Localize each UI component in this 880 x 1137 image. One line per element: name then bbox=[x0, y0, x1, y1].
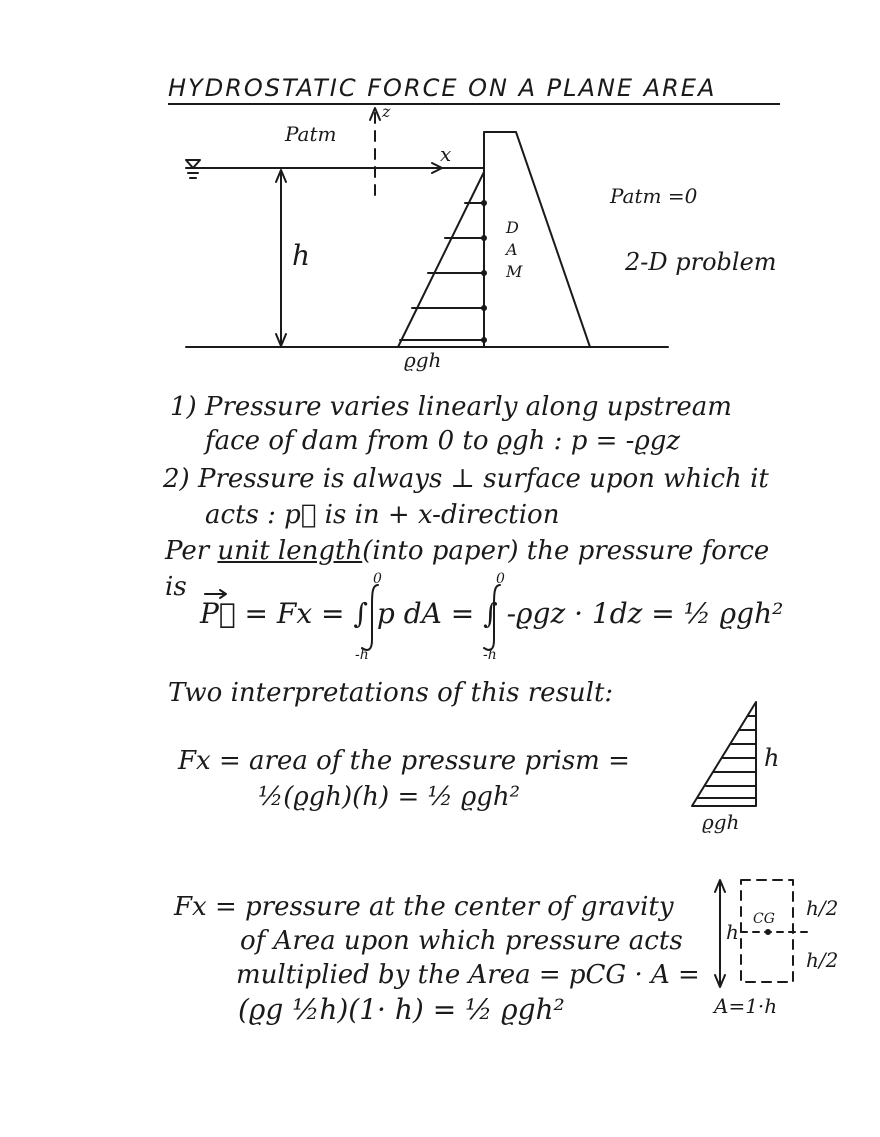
dam-letter-d: D bbox=[506, 218, 519, 237]
patm-left-label: Patm bbox=[285, 122, 337, 146]
note-2-line-2: acts : p⃗ is in + x-direction bbox=[205, 500, 560, 530]
prism-side-label: h bbox=[764, 744, 780, 772]
depth-label: h bbox=[292, 239, 311, 272]
per-suffix: (into paper) the pressure force bbox=[362, 536, 770, 566]
prism-triangle bbox=[692, 702, 756, 806]
interp-2-line-4: (ϱg ½h)(1· h) = ½ ϱgh² bbox=[238, 993, 565, 1026]
dam-letter-a: A bbox=[506, 240, 518, 259]
interp-2-line-3: multiplied by the Area = pCG · A = bbox=[236, 960, 700, 990]
prism-base-label: ϱgh bbox=[702, 810, 740, 834]
interp-2-line-2: of Area upon which pressure acts bbox=[240, 926, 683, 956]
box-area-label: A=1·h bbox=[714, 994, 778, 1018]
page-title: HYDROSTATIC FORCE ON A PLANE AREA bbox=[168, 74, 717, 102]
free-surface-symbol bbox=[186, 160, 200, 168]
main-equation: P⃗ = Fx = ∫ p dA = ∫ -ϱgz · 1dz = ½ ϱgh² bbox=[200, 597, 784, 630]
integral-2-upper: 0 bbox=[496, 571, 505, 587]
arrow-tip-3 bbox=[481, 270, 487, 276]
x-axis-label: x bbox=[440, 142, 452, 166]
z-axis-label: z bbox=[382, 102, 391, 121]
problem-type-label: 2-D problem bbox=[625, 248, 777, 276]
patm-right-label: Patm =0 bbox=[610, 184, 698, 208]
interpretations-heading: Two interpretations of this result: bbox=[168, 678, 614, 708]
box-half-bottom-label: h/2 bbox=[806, 948, 839, 972]
bottom-pressure-label: ϱgh bbox=[404, 348, 442, 372]
note-1-line-2: face of dam from 0 to ϱgh : p = -ϱgz bbox=[205, 426, 681, 456]
arrow-tip-4 bbox=[481, 305, 487, 311]
box-height-label: h bbox=[726, 920, 739, 944]
arrow-tip-2 bbox=[481, 235, 487, 241]
unit-length-underlined: unit length bbox=[217, 536, 363, 566]
box-half-top-label: h/2 bbox=[806, 896, 839, 920]
dam-letter-m: M bbox=[506, 262, 523, 281]
note-1-line-1: 1) Pressure varies linearly along upstream bbox=[170, 392, 732, 422]
box-cg-label: CG bbox=[753, 911, 775, 927]
pressure-hypotenuse bbox=[398, 172, 484, 347]
per-prefix: Per bbox=[165, 536, 218, 566]
integral-2-lower: -h bbox=[483, 647, 497, 663]
interp-2-line-1: Fx = pressure at the center of gravity bbox=[174, 892, 674, 922]
interp-1-line-1: Fx = area of the pressure prism = bbox=[178, 746, 630, 776]
cg-point bbox=[765, 929, 771, 935]
integral-1-lower: -h bbox=[355, 647, 369, 663]
interp-1-line-2: ½(ϱgh)(h) = ½ ϱgh² bbox=[258, 782, 521, 812]
arrow-tip-1 bbox=[481, 200, 487, 206]
is-word: is bbox=[165, 572, 187, 602]
note-2-line-1: 2) Pressure is always ⊥ surface upon which it bbox=[163, 464, 769, 494]
dam-outline bbox=[484, 132, 590, 347]
arrow-tip-5 bbox=[481, 337, 487, 343]
unit-length-sentence bbox=[165, 538, 769, 564]
integral-1-upper: 0 bbox=[373, 571, 382, 587]
